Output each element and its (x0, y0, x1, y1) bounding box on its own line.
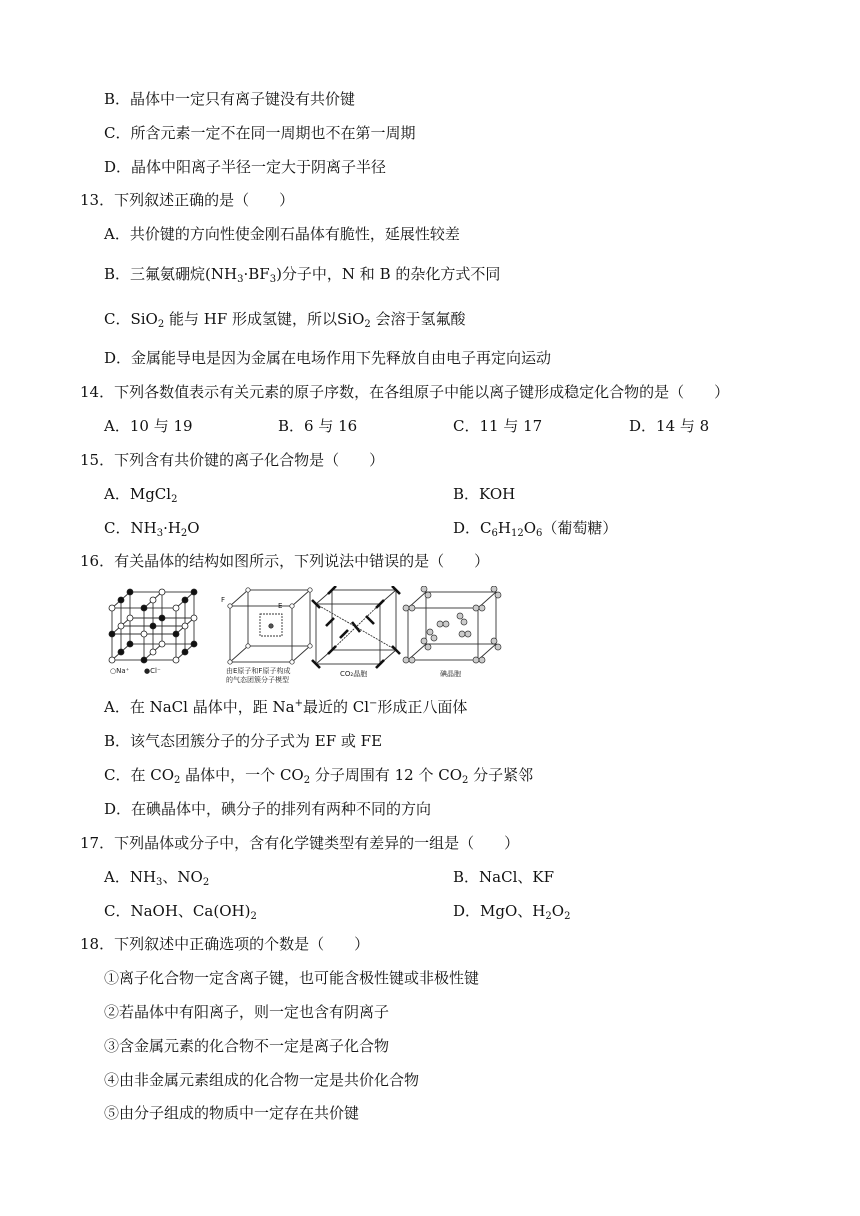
iodine-caption: 碘晶胞 (440, 670, 461, 678)
option-17d: D．MgO、$H_2O_2$ (453, 902, 571, 922)
option-14a: A．10 与 19 (104, 417, 193, 435)
question-14: 14．下列各数值表示有关元素的原子序数，在各组原子中能以离子键形成稳定化合物的是（ ） (80, 383, 730, 401)
option-14c: C．11 与 17 (453, 417, 543, 435)
statement-18-2: ②若晶体中有阳离子，则一定也含有阴离子 (104, 1003, 390, 1021)
cluster-caption-2: 的气态团簇分子模型 (226, 676, 289, 684)
option-17b: B．NaCl、KF (453, 868, 554, 886)
nacl-legend-cl: ●Cl⁻ (144, 667, 161, 675)
nacl-ions (109, 589, 197, 663)
option-15b: B．KOH (453, 485, 516, 503)
option-12c: C．所含元素一定不在同一周期也不在第一周期 (104, 124, 416, 142)
co2-caption: CO₂晶胞 (340, 670, 368, 678)
option-13d: D．金属能导电是因为金属在电场作用下先释放自由电子再定向运动 (104, 349, 552, 367)
statement-18-1: ①离子化合物一定含离子键，也可能含极性键或非极性键 (104, 969, 480, 987)
question-16: 16．有关晶体的结构如图所示，下列说法中错误的是（ ） (80, 552, 490, 570)
option-14d: D．14 与 8 (629, 417, 710, 435)
option-13c: C．SiO$_2$ 能与 HF 形成氢键，所以SiO$_2$ 会溶于氢氟酸 (104, 310, 466, 330)
cluster-label-f: F (221, 596, 226, 604)
option-15a: A．MgCl$_2$ (104, 485, 178, 505)
statement-18-4: ④由非金属元素组成的化合物一定是共价化合物 (104, 1071, 420, 1089)
option-17a: A．$NH_3$、$NO_2$ (104, 868, 210, 888)
crystal-structures-figure (104, 586, 504, 690)
cluster-label-e: E (278, 602, 283, 610)
statement-18-5: ⑤由分子组成的物质中一定存在共价键 (104, 1104, 360, 1122)
option-15d: D．$C_6H_{12}O_6$（葡萄糖） (453, 519, 618, 539)
statement-18-3: ③含金属元素的化合物不一定是离子化合物 (104, 1037, 390, 1055)
nacl-legend-na: ○Na⁺ (110, 667, 130, 675)
option-16c: C．在 $CO_2$ 晶体中，一个 $CO_2$ 分子周围有 12 个 $CO_2$ 分子紧邻 (104, 766, 534, 786)
option-14b: B．6 与 16 (278, 417, 358, 435)
option-16d: D．在碘晶体中，碘分子的排列有两种不同的方向 (104, 800, 432, 818)
option-15c: C．$NH_3\cdot H_2O$ (104, 519, 200, 539)
option-12d: D．晶体中阳离子半径一定大于阴离子半径 (104, 158, 387, 176)
option-16b: B．该气态团簇分子的分子式为 EF 或 FE (104, 732, 383, 750)
option-17c: C．NaOH、$Ca(OH)_2$ (104, 902, 257, 922)
option-12b: B．晶体中一定只有离子键没有共价键 (104, 90, 356, 108)
question-18: 18．下列叙述中正确选项的个数是（ ） (80, 935, 370, 953)
iodine-unit-cell (408, 592, 496, 660)
question-15: 15．下列含有共价键的离子化合物是（ ） (80, 451, 385, 469)
question-13: 13．下列叙述正确的是（ ） (80, 191, 295, 209)
option-13a: A．共价键的方向性使金刚石晶体有脆性，延展性较差 (104, 225, 460, 243)
cluster-caption-1: 由E原子和F原子构成 (226, 667, 291, 675)
question-17: 17．下列晶体或分子中，含有化学键类型有差异的一组是（ ） (80, 834, 520, 852)
option-16a: A．在 NaCl 晶体中，距 Na+最近的 Cl−形成正八面体 (104, 698, 468, 716)
option-13b: B．三氟氨硼烷$(NH_3\cdot BF_3)$分子中，N 和 B 的杂化方式不同 (104, 265, 501, 285)
